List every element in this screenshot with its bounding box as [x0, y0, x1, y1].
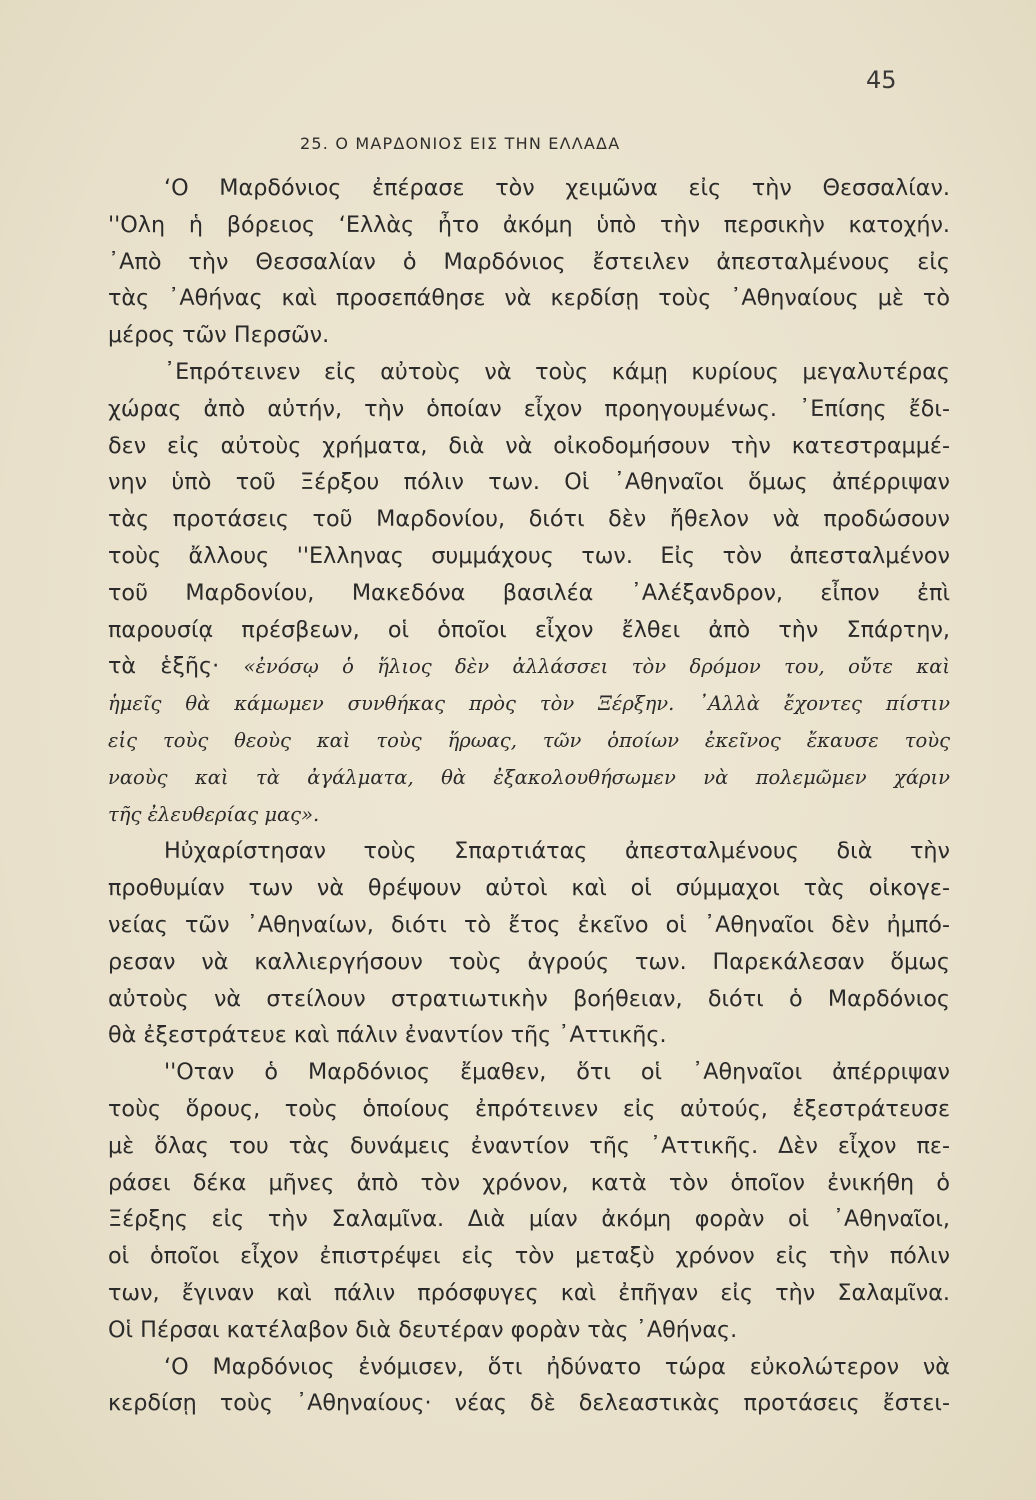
paragraph-2	[108, 354, 950, 833]
text-line: Ξέρξης εἰς τὴν Σαλαμῖνα. Διὰ μίαν ἀκόμη φορὰν οἱ ᾿Αθηναῖοι,	[108, 1206, 950, 1233]
text-line: ρεσαν νὰ καλλιεργήσουν τοὺς ἀγρούς των. Παρεκάλεσαν ὅμως	[108, 948, 950, 975]
text-line: ᾿Απὸ τὴν Θεσσαλίαν ὁ Μαρδόνιος ἔστειλεν ἀπεσταλμένους εἰς	[108, 248, 950, 275]
text-line: τοῦ Μαρδονίου, Μακεδόνα βασιλέα ᾿Αλέξανδρον, εἶπον ἐπὶ	[108, 579, 950, 606]
quote-line: τῆς ἐλευθερίας μας».	[108, 802, 320, 826]
text-line: προθυμίαν των νὰ θρέψουν αὐτοὶ καὶ οἱ σύμμαχοι τὰς οἰκογε-	[108, 875, 950, 902]
text-line: παρουσίᾳ πρέσβεων, οἱ ὁποῖοι εἶχον ἔλθει ἀπὸ τὴν Σπάρτην,	[108, 616, 950, 643]
text-line: ''Ολη ἡ βόρειος ‘Ελλὰς ἦτο ἀκόμη ὑπὸ τὴν περσικὴν κατοχήν.	[108, 211, 950, 238]
quote-line: ναοὺς καὶ τὰ ἀγάλματα, θὰ ἐξακολουθήσωμεν νὰ πολεμῶμεν χάριν	[108, 765, 950, 789]
text-line: Οἱ Πέρσαι κατέλαβον διὰ δευτέραν φορὰν τὰς ᾿Αθήνας.	[108, 1316, 738, 1343]
text-line: τοὺς ἄλλους ''Ελληνας συμμάχους των. Εἰς τὸν ἀπεσταλμένον	[108, 542, 950, 569]
text-line: χώρας ἀπὸ αὐτήν, τὴν ὁποίαν εἶχον προηγουμένως. ᾿Επίσης ἔδι-	[108, 395, 950, 422]
text-line: τὰς προτάσεις τοῦ Μαρδονίου, διότι δὲν ἤθελον νὰ προδώσουν	[108, 506, 950, 533]
paragraph-5	[108, 1349, 950, 1423]
text-line: νην ὑπὸ τοῦ Ξέρξου πόλιν των. Οἱ ᾿Αθηναῖοι ὅμως ἀπέρριψαν	[108, 469, 950, 496]
text-line: μὲ ὅλας του τὰς δυνάμεις ἐναντίον τῆς ᾿Αττικῆς. Δὲν εἶχον πε-	[108, 1132, 950, 1159]
quote-line: εἰς τοὺς θεοὺς καὶ τοὺς ἥρωας, τῶν ὁποίων ἐκεῖνος ἔκαυσε τοὺς	[108, 728, 950, 752]
text-line: των, ἔγιναν καὶ πάλιν πρόσφυγες καὶ ἐπῆγαν εἰς τὴν Σαλαμῖνα.	[108, 1279, 950, 1306]
text-line: τὰς ᾿Αθήνας καὶ προσεπάθησε νὰ κερδίσῃ τοὺς ᾿Αθηναίους μὲ τὸ	[108, 285, 950, 312]
chapter-title: 25. Ο ΜΑΡΔΟΝΙΟΣ ΕΙΣ ΤΗΝ ΕΛΛΑΔΑ	[300, 134, 621, 153]
text-line: μέρος τῶν Περσῶν.	[108, 322, 330, 349]
body-text	[108, 170, 950, 1422]
text-line: κερδίσῃ τοὺς ᾿Αθηναίους· νέας δὲ δελεαστικὰς προτάσεις ἔστει-	[108, 1390, 950, 1417]
text-line: αὐτοὺς νὰ στείλουν στρατιωτικὴν βοήθειαν, διότι ὁ Μαρδόνιος	[108, 985, 950, 1012]
text-line: ‘Ο Μαρδόνιος ἐνόμισεν, ὅτι ἠδύνατο τώρα εὐκολώτερον νὰ	[164, 1353, 950, 1380]
quote-line: ἡμεῖς θὰ κάμωμεν συνθήκας πρὸς τὸν Ξέρξην. ᾿Αλλὰ ἔχοντες πίστιν	[108, 692, 950, 716]
text-line: ''Οταν ὁ Μαρδόνιος ἔμαθεν, ὅτι οἱ ᾿Αθηναῖοι ἀπέρριψαν	[164, 1059, 950, 1086]
text-line: θὰ ἐξεστράτευε καὶ πάλιν ἐναντίον τῆς ᾿Αττικῆς.	[108, 1022, 667, 1049]
text-line: νείας τῶν ᾿Αθηναίων, διότι τὸ ἔτος ἐκεῖνο οἱ ᾿Αθηναῖοι δὲν ἠμπό-	[108, 911, 950, 938]
text-line: δεν εἰς αὐτοὺς χρήματα, διὰ νὰ οἰκοδομήσουν τὴν κατεστραμμέ-	[108, 432, 950, 459]
text-line: ‘Ο Μαρδόνιος ἐπέρασε τὸν χειμῶνα εἰς τὴν Θεσσαλίαν.	[164, 175, 950, 201]
text-line: οἱ ὁποῖοι εἶχον ἐπιστρέψει εἰς τὸν μεταξὺ χρόνον εἰς τὴν πόλιν	[108, 1243, 950, 1270]
text-line-roman: τὰ ἑξῆς·	[108, 653, 244, 680]
paragraph-1	[108, 170, 950, 354]
paragraph-4	[108, 1054, 950, 1348]
page-number: 45	[866, 66, 897, 94]
paragraph-3	[108, 833, 950, 1054]
text-line: ράσει δέκα μῆνες ἀπὸ τὸν χρόνον, κατὰ τὸν ὁποῖον ἐνικήθη ὁ	[108, 1169, 950, 1196]
text-line: Ηὐχαρίστησαν τοὺς Σπαρτιάτας ἀπεσταλμένους διὰ τὴν	[164, 838, 950, 865]
quote-start-line	[108, 648, 950, 686]
text-line: τοὺς ὅρους, τοὺς ὁποίους ἐπρότεινεν εἰς αὐτούς, ἐξεστράτευσε	[108, 1095, 950, 1122]
quote-text: «ἐνόσῳ ὁ ἥλιος δὲν ἀλλάσσει τὸν δρόμον του, οὔτε καὶ	[243, 655, 951, 679]
text-line: ᾿Επρότεινεν εἰς αὐτοὺς νὰ τοὺς κάμῃ κυρίους μεγαλυτέρας	[164, 358, 950, 385]
